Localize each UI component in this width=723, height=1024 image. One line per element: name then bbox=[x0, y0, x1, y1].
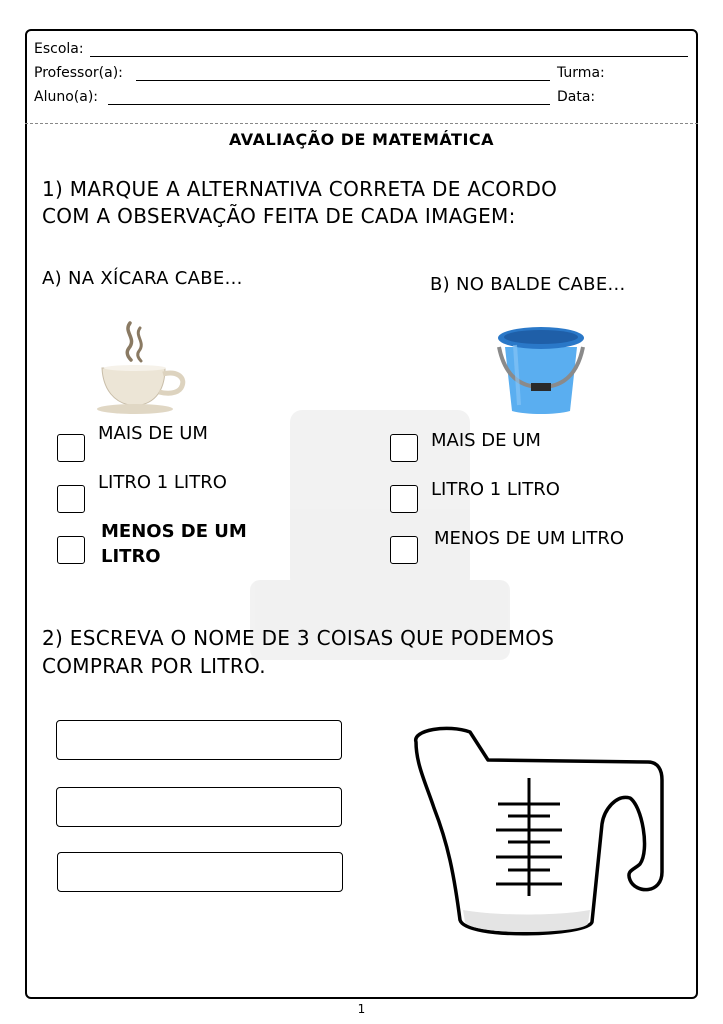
question2-line2: COMPRAR POR LITRO. bbox=[42, 654, 266, 678]
answer-box-1[interactable] bbox=[56, 720, 342, 760]
bucket-icon bbox=[495, 325, 587, 417]
option-b-menos-de-um: MENOS DE UM LITRO bbox=[434, 528, 625, 549]
part-b-prompt: B) NO BALDE CABE... bbox=[430, 274, 626, 295]
professor-label: Professor(a): bbox=[34, 65, 123, 81]
question2-line1: 2) ESCREVA O NOME DE 3 COISAS QUE PODEMOS bbox=[42, 626, 555, 650]
checkbox-b-menos-de-um[interactable] bbox=[390, 536, 418, 564]
coffee-cup-icon bbox=[95, 320, 190, 416]
option-b-1-litro: LITRO 1 LITRO bbox=[431, 479, 560, 500]
option-a-1-litro: LITRO 1 LITRO bbox=[98, 472, 227, 493]
checkbox-b-mais-de-um[interactable] bbox=[390, 434, 418, 462]
checkbox-a-1-litro[interactable] bbox=[57, 485, 85, 513]
answer-box-2[interactable] bbox=[56, 787, 342, 827]
divider bbox=[25, 123, 698, 124]
option-a-menos-de-um-line1: MENOS DE UM bbox=[101, 521, 247, 542]
option-b-mais-de-um: MAIS DE UM bbox=[431, 430, 541, 451]
answer-box-3[interactable] bbox=[57, 852, 343, 892]
checkbox-a-mais-de-um[interactable] bbox=[57, 434, 85, 462]
escola-label: Escola: bbox=[34, 41, 84, 57]
question1-line1: 1) MARQUE A ALTERNATIVA CORRETA DE ACORDO bbox=[42, 177, 558, 201]
page-title: AVALIAÇÃO DE MATEMÁTICA bbox=[228, 130, 495, 149]
option-a-menos-de-um-line2: LITRO bbox=[101, 546, 161, 567]
checkbox-a-menos-de-um[interactable] bbox=[57, 536, 85, 564]
data-label: Data: bbox=[557, 89, 596, 105]
question1-line2: COM A OBSERVAÇÃO FEITA DE CADA IMAGEM: bbox=[42, 204, 516, 228]
aluno-label: Aluno(a): bbox=[34, 89, 98, 105]
page-number: 1 bbox=[357, 1002, 366, 1016]
turma-label: Turma: bbox=[557, 65, 605, 81]
part-a-prompt: A) NA XÍCARA CABE... bbox=[42, 268, 243, 289]
measuring-jug-icon bbox=[408, 724, 666, 942]
checkbox-b-1-litro[interactable] bbox=[390, 485, 418, 513]
option-a-mais-de-um: MAIS DE UM bbox=[98, 423, 208, 444]
